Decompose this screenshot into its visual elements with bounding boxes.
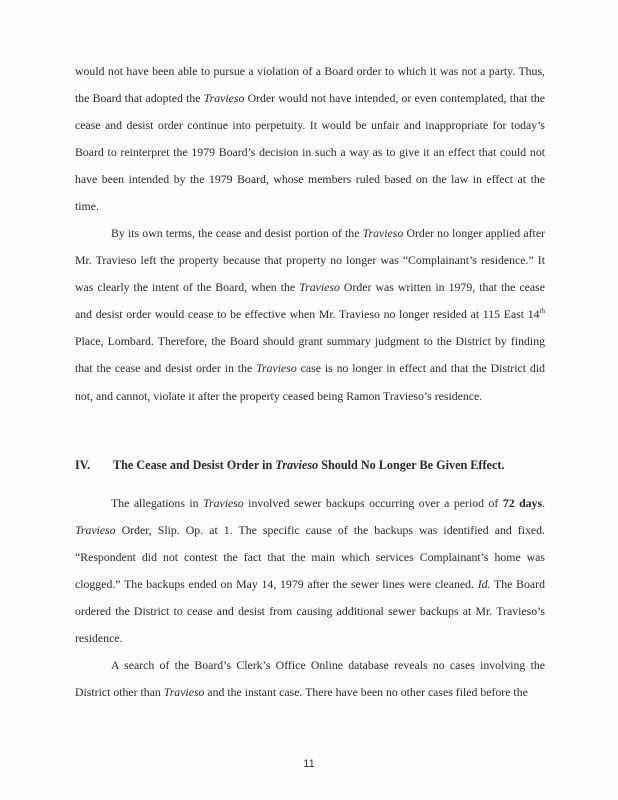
- paragraph-3: The allegations in Travieso involved sewer backups occurring over a period of 72 days. Travieso Order, Slip. Op. at 1. The specific cause of the backups was identified and fixed. “Respondent did not contest the fact that the main which services Complainant’s home was clogged.” The backups ended on May 14, 1979 after the sewer lines were cleaned. Id. The Board ordered the District to cease and desist from causing additional sewer backups at Mr. Travieso’s residence.: [75, 496, 546, 646]
- case-name: Travieso: [299, 280, 340, 295]
- case-name: Travieso: [362, 226, 404, 240]
- case-name: Travieso: [203, 91, 245, 106]
- case-name: Travieso: [75, 523, 116, 538]
- section-number: IV.: [75, 458, 91, 472]
- case-name: Travieso: [163, 685, 205, 700]
- case-name: Travieso: [203, 496, 244, 510]
- section-heading: IV. The Cease and Desist Order in Travieso Should No Longer Be Given Effect.: [75, 458, 505, 472]
- case-name: Travieso: [256, 361, 297, 376]
- paragraph-2: By its own terms, the cease and desist portion of the Travieso Order no longer applied after Mr. Travieso left the property because that property no longer was “Complainant’s residence.” It was clearly the intent of the Board, when the Travieso Order was written in 1979, that the cease and desist order would cease to be effective when Mr. Travieso no longer resided at 115 East 14th Place, Lombard. Therefore, the Board should grant summary judgment to the District by finding that the cease and desist order in the Travieso case is no longer in effect and that the District did not, and cannot, violate it after the property ceased being Ramon Travieso’s residence.: [75, 226, 545, 403]
- page-number: 11: [303, 758, 315, 770]
- emphasis-bold: 72 days: [502, 496, 543, 510]
- paragraph-4: A search of the Board’s Clerk’s Office Online database reveals no cases involving the District other than Travieso and the instant case. There have been no other cases filed before the: [75, 658, 545, 700]
- paragraph-1: would not have been able to pursue a violation of a Board order to which it was not a party. Thus, the Board that adopted the Travieso Order would not have intended, or even contemplated, that the cease and desist order continue into perpetuity. It would be unfair and inappropriate for today’s Board to reinterpret the 1979 Board’s decision in such a way as to give it an effect that could not have been intended by the 1979 Board, whose members ruled based on the law in effect at the time.: [75, 64, 546, 214]
- citation-id: Id.: [477, 577, 491, 592]
- ordinal-superscript: th: [539, 307, 545, 316]
- case-name: Travieso: [275, 458, 319, 472]
